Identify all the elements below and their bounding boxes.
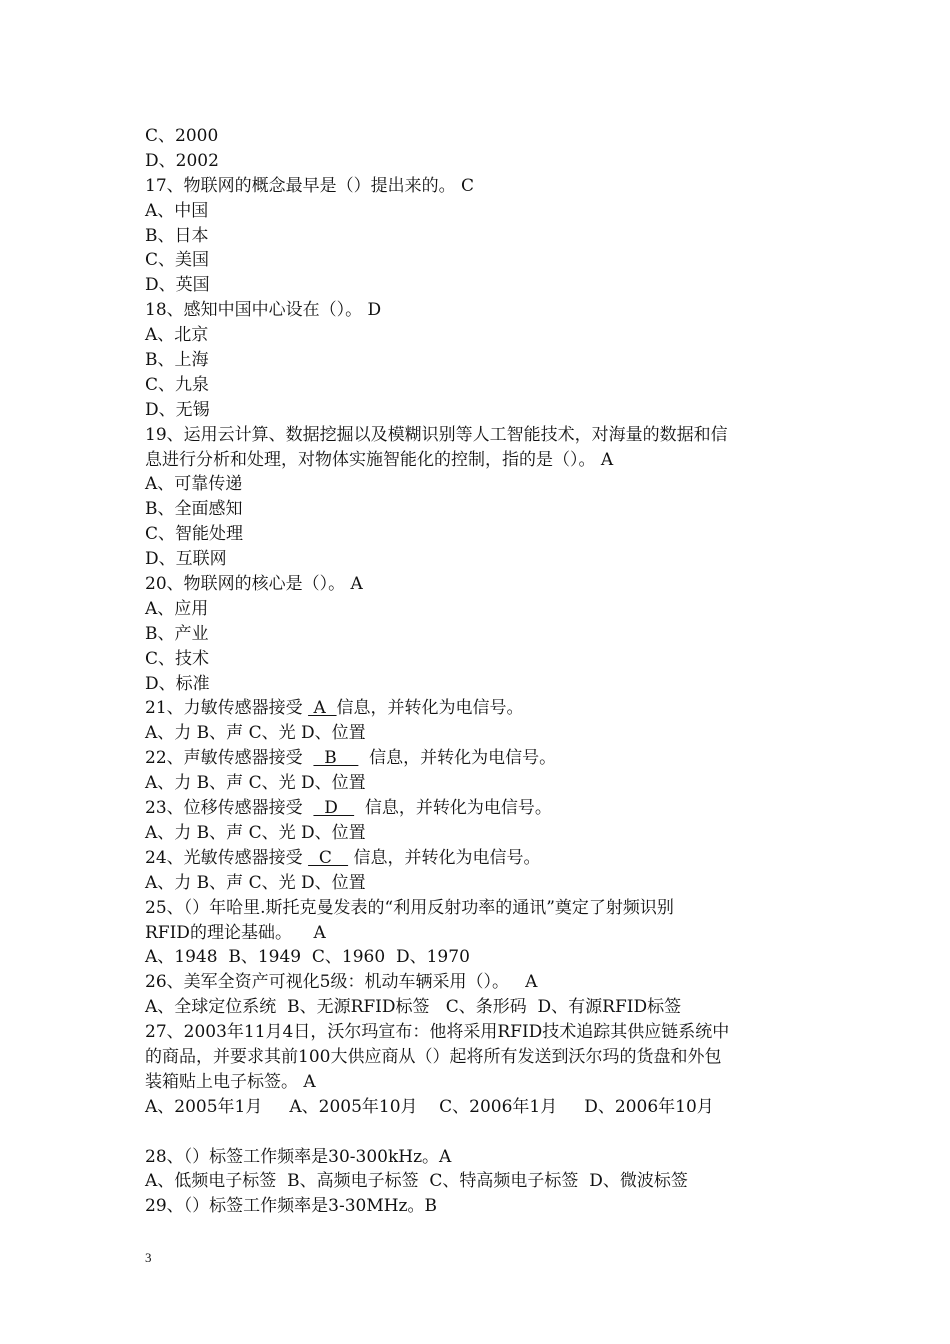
question-27-line-3: 装箱贴上电子标签。 A [145,1071,316,1092]
answer-blank: A [308,698,337,719]
answer-blank: C [308,847,349,868]
question-text: 22、声敏传感器接受 [145,748,314,769]
answer-blank: B [313,748,359,769]
question-28: 28、（）标签工作频率是30-300kHz。A [145,1146,452,1167]
option-line: A、2005年1月 A、2005年10月 C、2006年1月 D、2006年10月 [145,1096,714,1117]
option-line: A、力 B、声 C、光 D、位置 [145,872,366,893]
option-line: A、低频电子标签 B、高频电子标签 C、特高频电子标签 D、微波标签 [145,1171,688,1192]
question-text: 信息，并转化为电信号。 [358,748,557,769]
question-text: 信息，并转化为电信号。 [348,847,541,868]
option-line: A、北京 [145,325,209,346]
answer-blank: D [313,798,355,819]
question-26: 26、美军全资产可视化5级：机动车辆采用（）。 A [145,972,538,993]
question-29: 29、（）标签工作频率是3-30MHz。B [145,1196,438,1217]
question-text: 23、位移传感器接受 [145,798,314,819]
question-text: 21、力敏传感器接受 [145,698,309,719]
option-line: D、标准 [145,673,210,694]
question-23 [145,796,815,821]
page-number: 3 [145,1250,152,1265]
option-line: C、美国 [145,250,210,271]
question-20: 20、物联网的核心是（）。 A [145,574,363,595]
option-line: D、无锡 [145,399,210,420]
question-text: 信息，并转化为电信号。 [354,798,552,819]
option-line: B、产业 [145,623,209,644]
option-line: D、互联网 [145,549,227,570]
option-line: D、英国 [145,275,210,296]
question-24 [145,846,815,871]
question-25-line-1: 25、（）年哈里.斯托克曼发表的“利用反射功率的通讯”奠定了射频识别 [145,897,674,918]
option-line: C、智能处理 [145,524,244,545]
option-line: B、日本 [145,225,209,246]
option-line: A、应用 [145,598,209,619]
option-line: A、1948 B、1949 C、1960 D、1970 [145,947,470,968]
question-22 [145,746,815,771]
question-17: 17、物联网的概念最早是（）提出来的。 C [145,175,475,196]
option-line: A、力 B、声 C、光 D、位置 [145,822,366,843]
option-line: A、可靠传递 [145,474,243,495]
question-27-line-2: 的商品，并要求其前100大供应商从（）起将所有发送到沃尔玛的货盘和外包 [145,1046,722,1067]
text-line: C、2000 [145,126,219,146]
page-content [145,124,815,1219]
question-text: 信息，并转化为电信号。 [336,698,524,719]
option-line: A、力 B、声 C、光 D、位置 [145,773,366,794]
question-text: 24、光敏传感器接受 [145,847,309,868]
option-line: C、九泉 [145,374,210,395]
option-line: A、全球定位系统 B、无源RFID标签 C、条形码 D、有源RFID标签 [145,997,682,1018]
text-line: D、2002 [145,150,219,171]
question-27-line-1: 27、2003年11月4日，沃尔玛宣布：他将采用RFID技术追踪其供应链系统中 [145,1022,730,1043]
option-line: A、中国 [145,200,209,221]
option-line: C、技术 [145,648,210,669]
option-line: B、上海 [145,350,209,371]
question-19-line-2: 息进行分析和处理，对物体实施智能化的控制，指的是（）。 A [145,449,614,470]
question-18: 18、感知中国中心设在（）。 D [145,300,382,321]
option-line: A、力 B、声 C、光 D、位置 [145,723,366,744]
question-21 [145,696,815,721]
question-25-line-2: RFID的理论基础。 A [145,922,326,943]
blank-line [145,1120,815,1145]
question-19-line-1: 19、运用云计算、数据挖掘以及模糊识别等人工智能技术，对海量的数据和信 [145,424,728,445]
option-line: B、全面感知 [145,499,243,520]
